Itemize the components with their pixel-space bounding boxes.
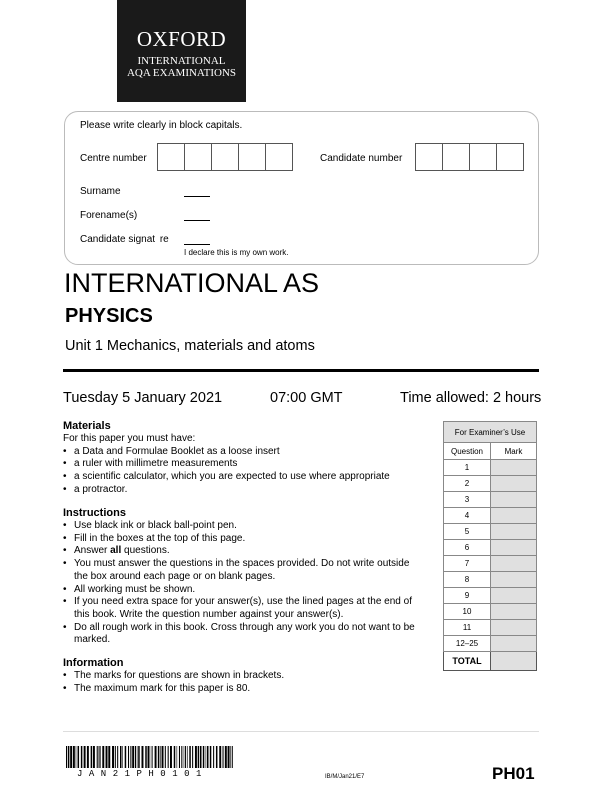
candidate-number-digit[interactable] [496,143,524,171]
barcode-bar [181,746,182,768]
question-number: 10 [444,604,491,620]
barcode-bar [210,746,212,768]
block-capitals-note: Please write clearly in block capitals. [80,120,243,131]
materials-section [63,420,438,497]
instruction-item: • Answer all questions. [74,545,425,558]
barcode-bar [170,746,172,768]
question-number: 12–25 [444,636,491,652]
materials-item: • a protractor. [74,484,438,497]
instruction-item: • You must answer the questions in the spaces provided. Do not write outside the box around each page or on blank pages. [74,558,425,583]
barcode-bar [68,746,70,768]
barcode-bar [213,746,214,768]
barcode-bar [219,746,221,768]
barcode-bar [122,746,123,768]
barcode-bar [177,746,178,768]
barcode-bar [184,746,185,768]
mark-cell [491,620,537,636]
mark-cell [491,460,537,476]
barcode-bar [145,746,147,768]
materials-intro: For this paper you must have: [63,433,196,444]
centre-number-digit[interactable] [238,143,266,171]
barcode-bar [112,746,114,768]
mark-cell [491,604,537,620]
question-number: 1 [444,460,491,476]
barcode-bar [87,746,89,768]
barcode-bar [216,746,218,768]
instructions-heading: Instructions [63,507,126,519]
question-number: 11 [444,620,491,636]
question-number: 2 [444,476,491,492]
instruction-item: • Do all rough work in this book. Cross through any work you do not want to be marked. [74,622,425,647]
question-number: 8 [444,572,491,588]
total-label: TOTAL [444,652,491,671]
mark-column-header: Mark [491,443,537,460]
centre-number-field[interactable] [157,143,292,171]
barcode-bar [230,746,231,768]
barcode-text: JAN21PH0101 [77,769,208,779]
barcode-bar [207,746,209,768]
question-number: 5 [444,524,491,540]
mark-cell [491,588,537,604]
paper-reference: IB/M/Jan21/E7 [325,774,365,780]
signature-field[interactable] [184,244,210,245]
information-heading: Information [63,657,124,669]
barcode-bar [132,746,134,768]
barcode-bar [158,746,160,768]
barcode-bar [66,746,67,768]
instruction-item: • If you need extra space for your answer(s), use the lined pages at the end of this book. Write the question number against your answer(s). [74,596,425,621]
mark-cell [491,636,537,652]
mark-cell [491,476,537,492]
mark-cell [491,540,537,556]
surname-field[interactable] [184,196,210,197]
instruction-item: • All working must be shown. [74,584,425,597]
candidate-number-digit[interactable] [415,143,443,171]
barcode-bar [162,746,164,768]
exam-time: 07:00 GMT [270,390,343,406]
declaration-text: I declare this is my own work. [184,248,289,257]
forename-label: Forename(s) [80,210,138,221]
materials-item: • a Data and Formulae Booklet as a loose insert [74,446,438,459]
barcode-bar [117,746,118,768]
paper-code: PH01 [492,764,535,783]
barcode-bar [138,746,140,768]
centre-number-digit[interactable] [265,143,293,171]
barcode-bar [135,746,136,768]
forename-field[interactable] [184,220,210,221]
barcode-bar [125,746,127,768]
barcode-bar [225,746,227,768]
candidate-details-box [64,111,539,265]
instruction-item: • Fill in the boxes at the top of this page. [74,533,425,546]
barcode-bar [203,746,205,768]
total-mark-cell [491,652,537,671]
barcode-bar [76,746,77,768]
barcode-bar [185,746,186,768]
mark-cell [491,508,537,524]
qualification-title: INTERNATIONAL AS [64,268,320,298]
question-number: 3 [444,492,491,508]
question-column-header: Question [444,443,491,460]
question-number: 6 [444,540,491,556]
question-number: 7 [444,556,491,572]
signature-label: Candidate signat re [80,234,169,245]
time-allowed: Time allowed: 2 hours [400,390,542,406]
barcode-bar [232,746,233,768]
subject-title: PHYSICS [65,305,153,327]
barcode-bar [160,746,161,768]
materials-item: • a scientific calculator, which you are expected to use where appropriate [74,471,438,484]
instructions-section [63,507,425,647]
information-item: • The maximum mark for this paper is 80. [74,683,438,696]
barcode-bar [142,746,144,768]
barcode-bar [81,746,83,768]
examiners-use-title: For Examiner’s Use [444,422,537,443]
barcode-bar [179,746,180,768]
barcode-bar [91,746,93,768]
barcode-bar [223,746,224,768]
barcode-bar [148,746,150,768]
barcode-bar [130,746,131,768]
barcode-bar [99,746,100,768]
centre-number-digit[interactable] [157,143,185,171]
surname-label: Surname [80,186,121,197]
barcode-bar [200,746,202,768]
barcode-bar [115,746,116,768]
mark-cell [491,492,537,508]
logo-line-1: OXFORD [136,27,227,51]
candidate-number-label: Candidate number [320,153,403,164]
unit-title: Unit 1 Mechanics, materials and atoms [65,338,315,354]
exam-date: Tuesday 5 January 2021 [63,390,223,406]
candidate-number-field[interactable] [415,143,523,171]
oxford-aqa-logo [117,0,246,102]
barcode-bar [100,746,101,768]
barcode-bar [151,746,152,768]
barcode-bar [187,746,188,768]
barcode-bar [195,746,197,768]
logo-line-2: INTERNATIONAL [137,55,226,67]
centre-number-digit[interactable] [184,143,212,171]
barcode-bar [174,746,176,768]
barcode-bar [152,746,153,768]
information-item: • The marks for questions are shown in brackets. [74,670,438,683]
instruction-item: • Use black ink or black ball-point pen. [74,520,425,533]
barcode-bar [73,746,75,768]
materials-item: • a ruler with millimetre measurements [74,458,438,471]
candidate-number-digit[interactable] [442,143,470,171]
mark-cell [491,524,537,540]
question-number: 9 [444,588,491,604]
barcode-bar [228,746,230,768]
barcode-bar [108,746,110,768]
barcode [66,746,234,768]
materials-heading: Materials [63,420,111,432]
mark-cell [491,572,537,588]
footer-divider [63,731,539,732]
barcode-bar [168,746,169,768]
information-section [63,657,438,695]
barcode-bar [206,746,207,768]
candidate-number-digit[interactable] [469,143,497,171]
barcode-bar [165,746,166,768]
barcode-bar [84,746,86,768]
barcode-bar [128,746,129,768]
examiners-use-table [443,421,537,671]
barcode-bar [155,746,157,768]
centre-number-label: Centre number [80,153,147,164]
title-divider [63,369,539,372]
barcode-bar [120,746,122,768]
barcode-bar [78,746,80,768]
question-number: 4 [444,508,491,524]
barcode-bar [189,746,191,768]
barcode-bar [93,746,95,768]
barcode-bar [192,746,193,768]
barcode-bar [102,746,104,768]
barcode-bar [137,746,138,768]
barcode-bar [70,746,72,768]
barcode-bar [198,746,200,768]
barcode-bar [106,746,108,768]
mark-cell [491,556,537,572]
centre-number-digit[interactable] [211,143,239,171]
barcode-bar [97,746,98,768]
logo-line-3: AQA EXAMINATIONS [126,67,237,79]
